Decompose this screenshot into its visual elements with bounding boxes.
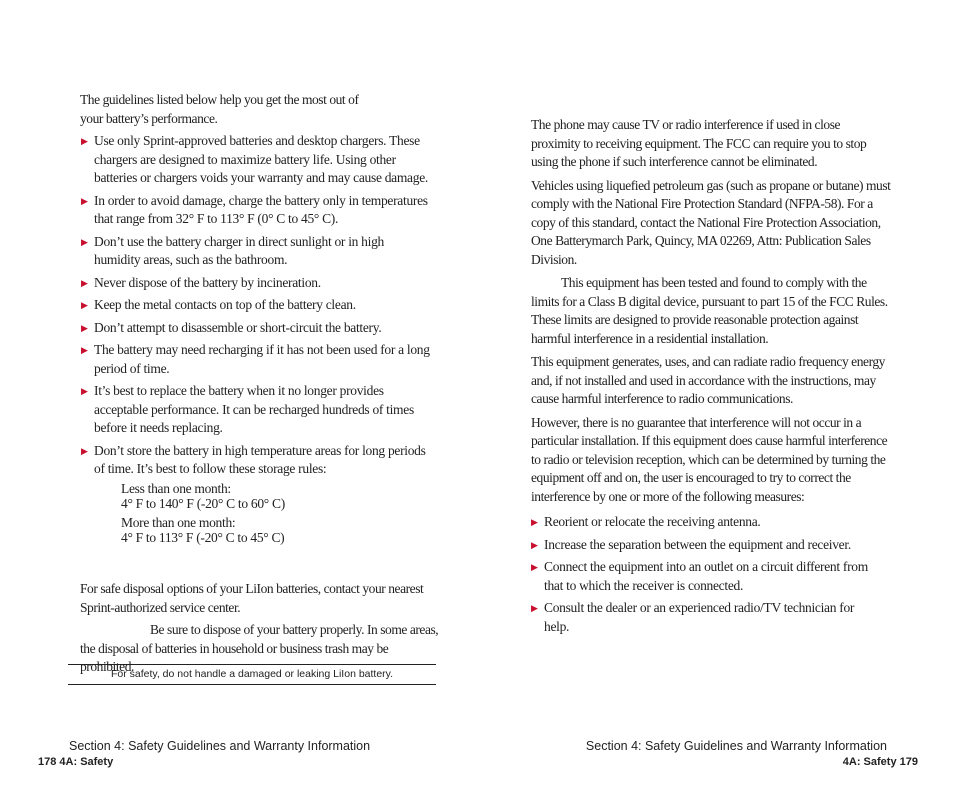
footer-page-number: 4A: Safety 179 <box>842 756 918 768</box>
radio-energy-paragraph: This equipment generates, uses, and can radiate radio frequency energy and, if not installed and used in accordance with the instructions, may cause harmful interference to radio communications. <box>531 354 885 406</box>
lpg-vehicles-paragraph: Vehicles using liquefied petroleum gas (such as propane or butane) must comply with the National Fire Protection Standard (NFPA-58). For a copy of this standard, contact the National Fire Protection Association, One Batterymarch Park, Quincy, MA 02269, Attn: Publication Sales Division. <box>531 177 891 267</box>
triangle-right-icon: ▶ <box>81 236 88 247</box>
triangle-right-icon: ▶ <box>81 322 88 333</box>
right-page <box>477 0 954 795</box>
list-item: ▶ Don’t store the battery in high temperature areas for long periods of time. It’s best to follow these storage rules: Less than one month: 4° F to 140° F (-20° C to 60° C) More than one month: 4° F to 113° F (-20° C to 45° C) <box>81 442 433 545</box>
storage-rules <box>121 481 433 545</box>
footer-page-number: 178 4A: Safety <box>38 756 114 768</box>
list-item: ▶ Increase the separation between the equipment and receiver. <box>531 536 876 555</box>
battery-guidelines-list <box>81 132 433 549</box>
triangle-right-icon: ▶ <box>81 300 88 310</box>
triangle-right-icon: ▶ <box>81 445 88 456</box>
list-item: ▶ Never dispose of the battery by incineration. <box>81 274 433 293</box>
tv-interference-paragraph: The phone may cause TV or radio interference if used in close proximity to receiving equipment. The FCC can require you to stop using the phone if such interference cannot be eliminated. <box>531 117 867 169</box>
list-item: ▶ It’s best to replace the battery when it no longer provides acceptable performance. It can be recharged hundreds of times before it needs replacing. <box>81 383 414 435</box>
fcc-compliance-paragraph: This equipment has been tested and found to comply with the limits for a Class B digital device, pursuant to part 15 of the FCC Rules. These limits are designed to provide reasonable protection against harmful interference in a residential installation. <box>531 275 888 346</box>
triangle-right-icon: ▶ <box>81 277 88 288</box>
storage-rule-range: 4° F to 140° F (-20° C to 60° C) <box>121 495 285 511</box>
disposal-note: Be sure to dispose of your battery properly. In some areas, the disposal of batteries in household or business trash may be prohibited. <box>80 622 439 674</box>
triangle-right-icon: ▶ <box>81 386 88 396</box>
triangle-right-icon: ▶ <box>81 136 88 146</box>
list-item: ▶ Keep the metal contacts on top of the battery clean. <box>81 296 433 315</box>
footer-section-title: Section 4: Safety Guidelines and Warranty Information <box>69 739 371 753</box>
triangle-right-icon: ▶ <box>531 539 538 550</box>
list-item: ▶ Connect the equipment into an outlet on a circuit different from that to which the receiver is connected. <box>531 559 868 593</box>
list-item: ▶ The battery may need recharging if it has not been used for a long period of time. <box>81 342 430 376</box>
no-guarantee-paragraph: However, there is no guarantee that interference will not occur in a particular installation. If this equipment does cause harmful interference to radio or television reception, which can be determined by turning the equipment off and on, the user is encouraged to try to correct the interference by one or more of the following measures: <box>531 414 888 504</box>
safety-warning: For safety, do not handle a damaged or leaking LiIon battery. <box>68 664 436 685</box>
list-item: ▶ In order to avoid damage, charge the battery only in temperatures that range from 32° F to 113° F (0° C to 45° C). <box>81 192 428 226</box>
list-item: ▶ Use only Sprint-approved batteries and desktop chargers. These chargers are designed to maximize battery life. Using other batteries or chargers voids your warranty and may cause damage. <box>81 133 428 185</box>
disposal-paragraph: For safe disposal options of your LiIon batteries, contact your nearest Sprint-authorized service center. <box>80 581 424 615</box>
list-item: ▶ Don’t use the battery charger in direct sunlight or in high humidity areas, such as the bathroom. <box>81 233 384 267</box>
list-item: ▶ Consult the dealer or an experienced radio/TV technician for help. <box>531 600 855 634</box>
list-item: ▶ Don’t attempt to disassemble or short-circuit the battery. <box>81 319 433 338</box>
triangle-right-icon: ▶ <box>531 517 538 527</box>
interference-section <box>531 116 891 511</box>
storage-rule-label: More than one month: <box>121 514 236 530</box>
triangle-right-icon: ▶ <box>81 345 88 355</box>
battery-intro-paragraph: The guidelines listed below help you get the most out of your battery’s performance. <box>80 92 359 126</box>
list-item: ▶ Reorient or relocate the receiving antenna. <box>531 513 876 532</box>
storage-rule-label: Less than one month: <box>121 480 231 496</box>
footer-section-title: Section 4: Safety Guidelines and Warranty Information <box>585 739 887 753</box>
interference-measures-list <box>531 513 876 640</box>
triangle-right-icon: ▶ <box>81 195 88 206</box>
triangle-right-icon: ▶ <box>531 562 538 572</box>
storage-rule-range: 4° F to 113° F (-20° C to 45° C) <box>121 529 285 545</box>
triangle-right-icon: ▶ <box>531 603 538 613</box>
